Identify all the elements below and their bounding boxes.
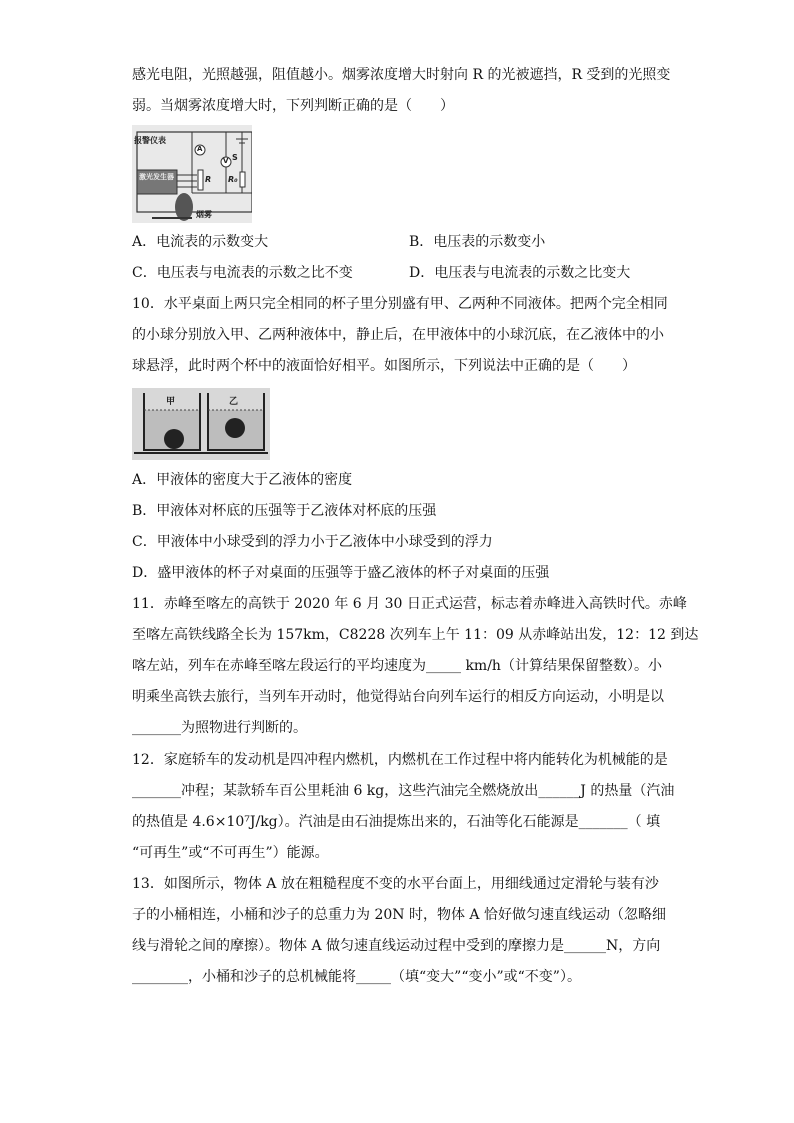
q11-text-line: 喀左站，列车在赤峰至喀左段运行的平均速度为_____ km/h（计算结果保留整数）。小	[132, 658, 662, 674]
cup-yi-label: 乙	[229, 397, 239, 407]
q10-option-c: C．甲液体中小球受到的浮力小于乙液体中小球受到的浮力	[132, 534, 493, 550]
q11-text-line: 11．赤峰至喀左的高铁于 2020 年 6 月 30 日正式运营，标志着赤峰进入高铁时代。赤峰	[132, 596, 687, 612]
q9-option-d: D．电压表与电流表的示数之比变大	[409, 265, 631, 281]
q10-option-d: D．盛甲液体的杯子对桌面的压强等于盛乙液体的杯子对桌面的压强	[132, 565, 550, 581]
q12-text-line: 12．家庭轿车的发动机是四冲程内燃机，内燃机在工作过程中将内能转化为机械能的是	[132, 752, 668, 768]
two-cups-figure	[132, 388, 270, 460]
laser-label: 激光发生器	[139, 173, 174, 181]
q11-text-line: _______为照物进行判断的。	[132, 720, 307, 736]
q13-text-line: 13．如图所示，物体 A 放在粗糙程度不变的水平台面上，用细线通过定滑轮与装有沙	[132, 876, 659, 892]
q11-text-line: 明乘坐高铁去旅行，当列车开动时，他觉得站台向列车运行的相反方向运动，小明是以	[132, 689, 664, 705]
smoke-label: 烟雾	[196, 210, 212, 219]
q12-text-line: _______冲程；某款轿车百公里耗油 6 kg，这些汽油完全燃烧放出______J 的热量（汽油	[132, 783, 675, 799]
q12-text-line: “可再生”或“不可再生”）能源。	[132, 845, 329, 861]
q10-text-line: 的小球分别放入甲、乙两种液体中，静止后，在甲液体中的小球沉底，在乙液体中的小	[132, 327, 664, 343]
resistor-label: R	[205, 175, 212, 184]
q11-text-line: 至喀左高铁线路全长为 157km，C8228 次列车上午 11：09 从赤峰站出发，12：12 到达	[132, 627, 699, 643]
q9-option-a: A．电流表的示数变大	[132, 234, 269, 250]
q9-text-line: 弱。当烟雾浓度增大时，下列判断正确的是（ ）	[132, 98, 454, 114]
cups-diagram	[132, 388, 270, 460]
q10-text-line: 10．水平桌面上两只完全相同的杯子里分别盛有甲、乙两种不同液体。把两个完全相同	[132, 296, 668, 312]
q13-text-line: 子的小桶相连，小桶和沙子的总重力为 20N 时，物体 A 恰好做匀速直线运动（忽略细	[132, 907, 666, 923]
q9-text-line: 感光电阻，光照越强，阻值越小。烟雾浓度增大时射向 R 的光被遮挡，R 受到的光照变	[132, 67, 671, 83]
q12-text-line: 的热值是 4.6×10⁷J/kg）。汽油是由石油提炼出来的，石油等化石能源是_______（ 填	[132, 814, 661, 830]
q13-text-line: ________，小桶和沙子的总机械能将_____（填“变大”“变小”或“不变”）。	[132, 969, 581, 985]
q9-option-c: C．电压表与电流表的示数之比不变	[132, 265, 353, 281]
resistor0-label: R₀	[228, 175, 238, 184]
q10-option-b: B．甲液体对杯底的压强等于乙液体对杯底的压强	[132, 503, 437, 519]
q9-option-b: B．电压表的示数变小	[409, 234, 546, 250]
switch-label: S	[232, 153, 238, 162]
ammeter-label: A	[197, 145, 203, 153]
smoke-alarm-circuit-figure	[132, 125, 252, 223]
q13-text-line: 线与滑轮之间的摩擦）。物体 A 做匀速直线运动过程中受到的摩擦力是______N，方向	[132, 938, 661, 954]
voltmeter-label: V	[223, 157, 229, 165]
alarm-meter-label: 报警仪表	[134, 136, 166, 145]
q10-option-a: A．甲液体的密度大于乙液体的密度	[132, 472, 353, 488]
cup-jia-label: 甲	[166, 397, 176, 407]
q10-text-line: 球悬浮，此时两个杯中的液面恰好相平。如图所示，下列说法中正确的是（ ）	[132, 358, 636, 374]
